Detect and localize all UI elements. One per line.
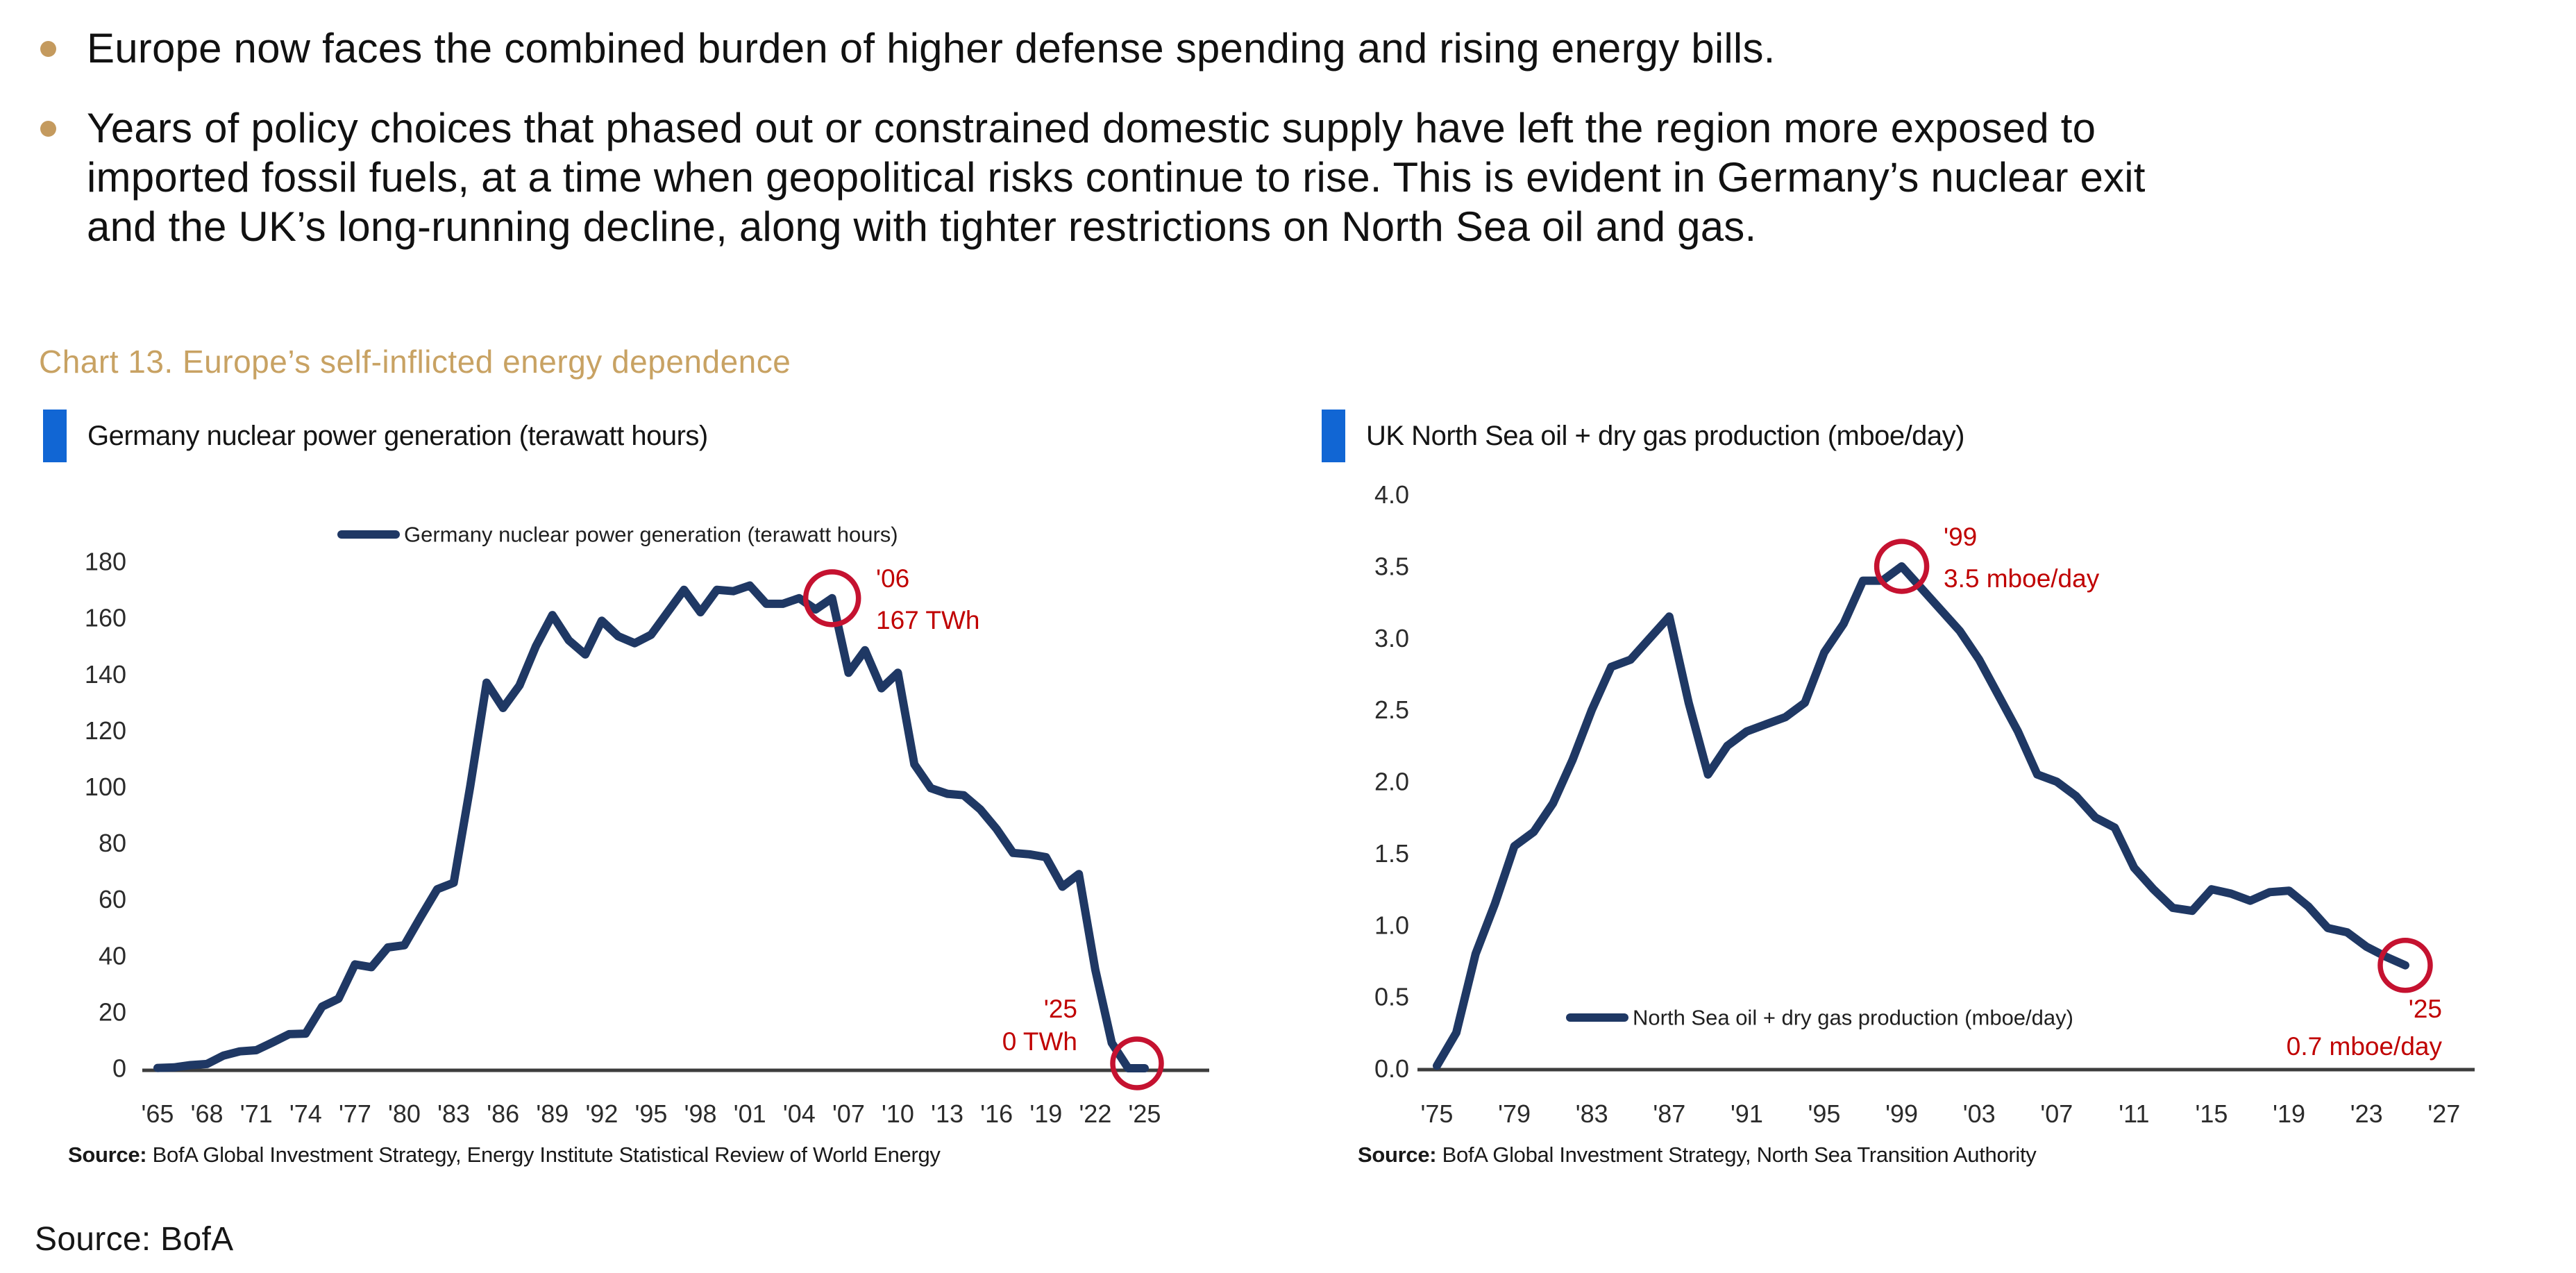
uk-chart: [1374, 480, 2475, 1128]
y-tick-label: 4.0: [1374, 480, 1409, 509]
y-tick-label: 1.5: [1374, 838, 1409, 868]
x-tick-label: '95: [634, 1099, 668, 1128]
y-tick-label: 2.0: [1374, 767, 1409, 796]
x-tick-label: '86: [487, 1099, 520, 1128]
y-tick-label: 80: [98, 829, 126, 858]
x-tick-label: '99: [1885, 1099, 1919, 1128]
legend-label: North Sea oil + dry gas production (mboe/day): [1633, 1005, 2073, 1030]
x-tick-label: '77: [338, 1099, 371, 1128]
x-tick-label: '04: [782, 1099, 816, 1128]
page-source: Source: BofA: [35, 1221, 234, 1258]
source-label: Source:: [1358, 1143, 1437, 1167]
chart-section-title: Chart 13. Europe’s self-inflicted energy dependence: [39, 344, 791, 380]
y-tick-label: 1.0: [1374, 911, 1409, 940]
x-tick-label: '79: [1498, 1099, 1531, 1128]
x-tick-label: '27: [2427, 1099, 2461, 1128]
annotation-text: 0 TWh: [1002, 1027, 1077, 1056]
uk-chart-source: [1358, 1143, 2037, 1167]
annotation-text: 167 TWh: [876, 606, 980, 634]
x-tick-label: '07: [2040, 1099, 2073, 1128]
y-tick-label: 100: [84, 773, 126, 801]
y-tick-label: 60: [98, 885, 126, 914]
x-tick-label: '19: [1029, 1099, 1063, 1128]
annotation-text: '06: [876, 564, 910, 593]
y-tick-label: 140: [84, 659, 126, 689]
series-line: [158, 586, 1145, 1068]
x-tick-label: '74: [289, 1099, 322, 1128]
bullet-text: Europe now faces the combined burden of higher defense spending and rising energy bills.: [87, 25, 1776, 71]
x-tick-label: '80: [388, 1099, 421, 1128]
x-tick-label: '98: [684, 1099, 717, 1128]
germany-chart-source: [68, 1143, 941, 1167]
x-tick-label: '03: [1962, 1099, 1996, 1128]
y-tick-label: 20: [98, 997, 126, 1027]
x-tick-label: '15: [2195, 1099, 2228, 1128]
x-tick-label: '65: [141, 1099, 174, 1128]
x-tick-label: '95: [1808, 1099, 1841, 1128]
x-tick-label: '01: [733, 1099, 766, 1128]
x-tick-label: '83: [1575, 1099, 1608, 1128]
y-tick-label: 0.0: [1374, 1054, 1409, 1084]
y-tick-label: 3.0: [1374, 623, 1409, 652]
germany-chart-title: Germany nuclear power generation (terawatt hours): [87, 420, 708, 451]
x-tick-label: '07: [832, 1099, 865, 1128]
annotation-text: 0.7 mboe/day: [2286, 1032, 2442, 1061]
x-tick-label: '68: [190, 1099, 224, 1128]
y-tick-label: 3.5: [1374, 552, 1409, 581]
x-tick-label: '11: [2119, 1099, 2150, 1128]
x-tick-label: '13: [931, 1099, 964, 1128]
x-tick-label: '22: [1079, 1099, 1112, 1128]
series-line: [1437, 566, 2405, 1066]
bullet-text: Years of policy choices that phased out or constrained domestic supply have left the region more exposed to imported fossil fuels, at a time when geopolitical risks continue to rise. This is evident in Germany’s nuclear exit and the UK’s long-running decline, along with tighter restrictions on North Sea oil and gas.: [87, 105, 2146, 250]
source-label: Source:: [68, 1143, 147, 1167]
x-tick-label: '23: [2350, 1099, 2383, 1128]
x-tick-label: '92: [585, 1099, 618, 1128]
annotation-text: 3.5 mboe/day: [1944, 564, 2100, 593]
annotation-circle: [1113, 1039, 1161, 1088]
y-tick-label: 40: [98, 941, 126, 970]
y-tick-label: 0.5: [1374, 982, 1409, 1011]
source-text: BofA Global Investment Strategy, North Sea Transition Authority: [1436, 1143, 2037, 1167]
source-text: BofA Global Investment Strategy, Energy Institute Statistical Review of World Energy: [146, 1143, 941, 1167]
x-tick-label: '25: [1128, 1099, 1161, 1128]
x-tick-label: '71: [239, 1099, 273, 1128]
annotation-text: '99: [1944, 523, 1978, 551]
y-tick-label: 0: [112, 1054, 126, 1083]
x-tick-label: '83: [437, 1099, 471, 1128]
x-tick-label: '89: [536, 1099, 569, 1128]
y-tick-label: 180: [84, 547, 126, 576]
x-tick-label: '87: [1653, 1099, 1686, 1128]
legend-label: Germany nuclear power generation (terawatt hours): [404, 522, 898, 547]
y-tick-label: 2.5: [1374, 695, 1409, 725]
x-tick-label: '19: [2273, 1099, 2306, 1128]
annotation-text: '25: [1043, 995, 1077, 1023]
germany-chart: [85, 523, 1209, 1129]
y-tick-label: 120: [84, 716, 126, 745]
x-tick-label: '16: [980, 1099, 1013, 1128]
x-tick-label: '91: [1730, 1099, 1763, 1128]
x-tick-label: '75: [1420, 1099, 1454, 1128]
y-tick-label: 160: [84, 603, 126, 632]
annotation-text: '25: [2408, 995, 2442, 1023]
x-tick-label: '10: [882, 1099, 914, 1128]
uk-chart-title: UK North Sea oil + dry gas production (mboe/day): [1366, 420, 1964, 451]
